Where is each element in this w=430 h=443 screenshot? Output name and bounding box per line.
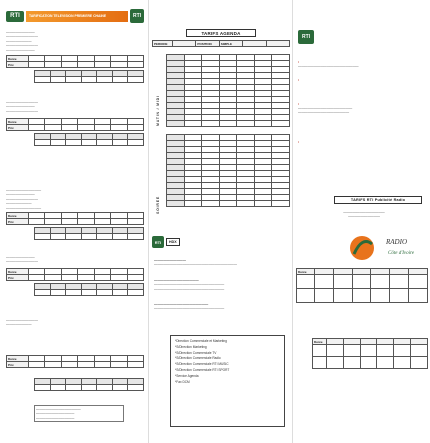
block-5-table — [6, 355, 144, 368]
block-4-description: ————————— —————————— — [6, 255, 38, 264]
rti-logo-1: RTI — [130, 9, 144, 23]
prix-label: Prix — [7, 275, 29, 281]
rti-logo-3: RTI — [298, 30, 314, 44]
grid2-r0c5 — [394, 345, 411, 357]
radio-logo-text: RADIO — [386, 238, 407, 246]
grid2-r1c4 — [377, 357, 394, 369]
block-1-description: ————————— —————————— ———————— —————————— ————————— — [6, 30, 38, 52]
bullet-1: • ——————————————————— — [298, 60, 359, 69]
rti-logo-2: RTI — [152, 236, 164, 248]
grid2-r0c6 — [411, 345, 428, 357]
grid2-r1c6 — [411, 357, 428, 369]
contact-row: *S/Direction Commerciale TV — [175, 350, 217, 355]
panel-agenda — [150, 0, 292, 443]
grid1-r1c5 — [390, 289, 409, 303]
prix-label: Prix — [7, 125, 29, 131]
grid1-r0c0 — [297, 275, 315, 289]
radio-grid-1 — [296, 268, 428, 303]
grid1-r1c3 — [352, 289, 371, 303]
block-3-description: ——————————— ————————— —————————— ———————— ——————————— — [6, 188, 42, 210]
grid1-r1c1 — [315, 289, 334, 303]
col-6 — [266, 41, 289, 47]
grid2-r0c4 — [377, 345, 394, 357]
tariff-banner: TARIFICATION TELEVISION PREMIERE CHAINE — [26, 11, 128, 22]
grid2-h0: Durée — [313, 339, 327, 345]
block-5-note: —————————————— ———————————— ———————————— — [34, 405, 124, 422]
block-4-table — [6, 268, 144, 281]
prix-label: Prix — [7, 362, 29, 368]
agenda-grid-morning — [166, 54, 290, 127]
block-3-table — [6, 212, 144, 225]
hdx-title: HDX — [166, 238, 180, 246]
col-simple: SIMPLE — [219, 41, 242, 47]
grid2-r0c3 — [360, 345, 377, 357]
hdx-info-2: —————————————— —————————————————————— —————————————————————— — [154, 278, 225, 291]
col-position: POSITION — [196, 41, 219, 47]
block-1-table — [6, 55, 144, 68]
block-4-table-b — [34, 283, 144, 296]
grid2-r0c1 — [327, 345, 344, 357]
grid2-r1c0 — [313, 357, 327, 369]
contact-row: *S/Direction Commerciale RTI MUSIC — [175, 362, 229, 367]
grid2-r0c0 — [313, 345, 327, 357]
block-3-table-b — [34, 227, 144, 240]
prix-label: Prix — [7, 219, 29, 225]
block-2-table — [6, 118, 144, 131]
agenda-grid-evening — [166, 134, 290, 207]
hdx-info-3: ————————————————— —————————————————————— — [154, 302, 225, 311]
contact-row: *Fax DCM — [175, 379, 190, 384]
grid2-r1c3 — [360, 357, 377, 369]
grid1-r1c2 — [333, 289, 352, 303]
tv-tariff-header — [6, 9, 144, 23]
agenda-header-row — [152, 40, 290, 47]
grid1-r1c4 — [371, 289, 390, 303]
fold-line-2 — [292, 0, 293, 443]
block-1-table-b — [34, 70, 144, 83]
radio-logo-mark — [350, 236, 374, 260]
bullet-2: • — [298, 78, 300, 82]
grid1-r1c0 — [297, 289, 315, 303]
prix-label: Prix — [7, 62, 29, 68]
grid1-r1c6 — [409, 289, 428, 303]
panel-radio — [294, 0, 430, 443]
col-5 — [243, 41, 266, 47]
col-periode: PERIODE — [153, 41, 173, 47]
block-5-description: —————————— ———————— — [6, 318, 38, 327]
hdx-header — [152, 236, 212, 248]
contact-row: *Service Agenda — [175, 373, 199, 378]
contact-row: *S/Direction Commerciale Radio — [175, 356, 221, 361]
fold-line-1 — [148, 0, 149, 443]
duree-label: Durée — [7, 356, 29, 362]
group-label-soiree: SOIREE — [156, 195, 160, 214]
bullet-3: • ————————————————— ———————————————— — [298, 102, 353, 115]
grid1-r0c1 — [315, 275, 334, 289]
duree-label: Durée — [7, 119, 29, 125]
block-2-description: —————————— ————————— —————————— — [6, 100, 38, 113]
block-2-table-b — [34, 133, 144, 146]
bullet-4: • — [298, 140, 300, 144]
radio-subtitle: ————————————— —————————— — [343, 210, 385, 219]
grid1-r0c3 — [352, 275, 371, 289]
contact-row: *S/Direction Commerciale RTI SPORT — [175, 367, 230, 372]
contacts-box — [170, 335, 285, 427]
contact-row: *S/Direction Marketing — [175, 344, 207, 349]
grid1-h0: Durée — [297, 269, 315, 275]
radio-logo — [348, 228, 418, 264]
grid1-r0c4 — [371, 275, 390, 289]
grid2-r0c2 — [343, 345, 360, 357]
contact-row: *Direction Commerciale et Marketing — [175, 339, 227, 343]
block-5-table-b — [34, 378, 144, 391]
grid2-r1c5 — [394, 357, 411, 369]
duree-label: Durée — [7, 56, 29, 62]
duree-label: Durée — [7, 269, 29, 275]
group-label-matin: MATIN / MIDI — [156, 95, 160, 126]
radio-tagline: Côte d'Ivoire — [388, 251, 415, 256]
tarifs-agenda-title: TARIFS AGENDA — [186, 29, 256, 37]
grid1-r0c6 — [409, 275, 428, 289]
rti-logo: RTI — [6, 11, 24, 22]
grid1-r0c5 — [390, 275, 409, 289]
grid2-r1c2 — [343, 357, 360, 369]
hdx-info-1: —————————— —————————————————————————— — [154, 258, 237, 267]
grid2-r1c1 — [327, 357, 344, 369]
radio-grid-2 — [312, 338, 428, 369]
panel-tv-tariffs — [0, 0, 148, 443]
col-2 — [173, 41, 196, 47]
grid1-r0c2 — [333, 275, 352, 289]
radio-tariffs-title: TARIFS RTI Publicité Radio — [334, 196, 422, 204]
duree-label: Durée — [7, 213, 29, 219]
